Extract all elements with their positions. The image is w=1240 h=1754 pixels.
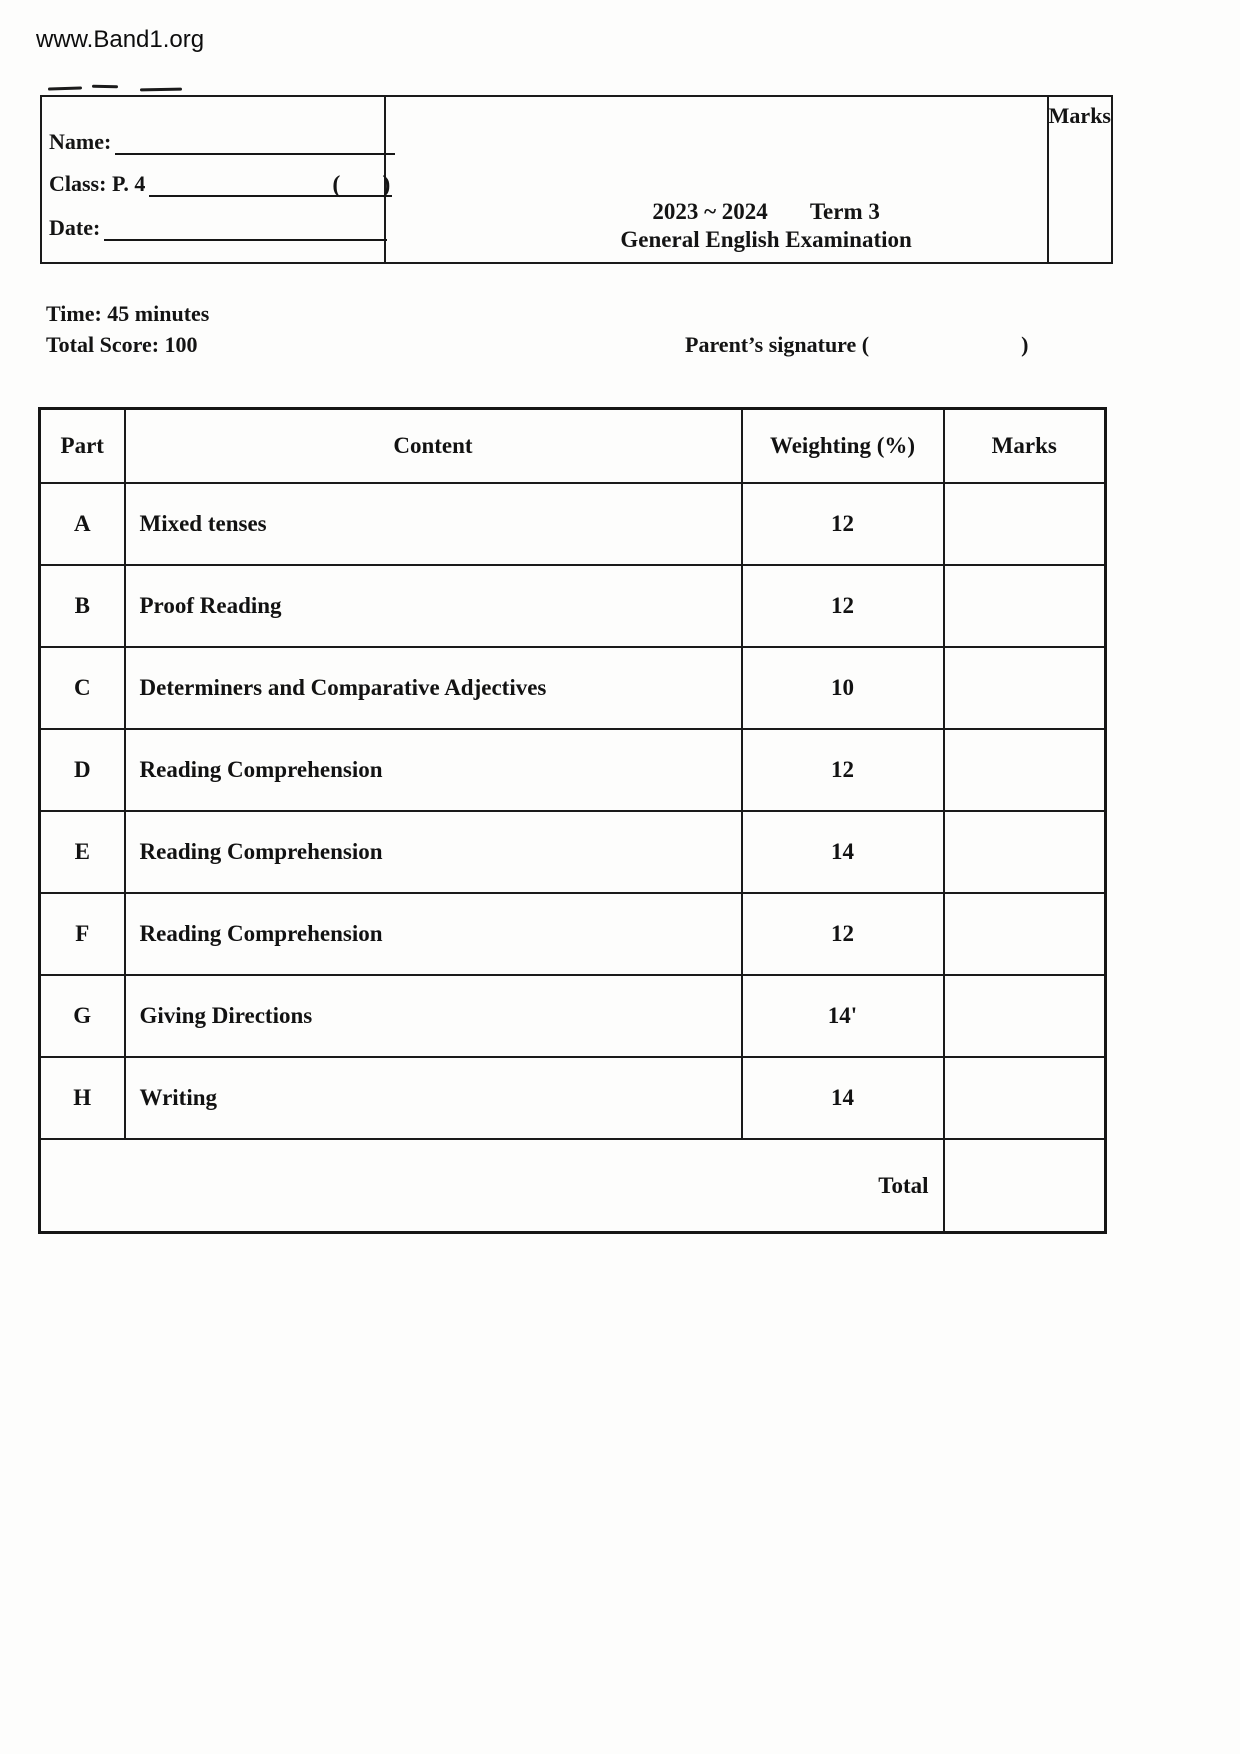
time-allowed-text: Time: 45 minutes xyxy=(46,301,210,326)
marks-cell xyxy=(944,729,1106,811)
scan-artifact-dash xyxy=(92,85,118,88)
table-row xyxy=(40,811,1106,893)
exam-header-box xyxy=(40,95,1113,264)
date-blank-line xyxy=(104,215,387,241)
weighting-cell: 12 xyxy=(742,893,944,975)
part-cell: A xyxy=(40,483,125,565)
table-row xyxy=(40,647,1106,729)
column-header-weighting: Weighting (%) xyxy=(742,409,944,484)
table-row xyxy=(40,729,1106,811)
marks-cell xyxy=(944,811,1106,893)
marks-cell xyxy=(944,647,1106,729)
class-label: Class: P. 4 xyxy=(49,171,146,196)
content-cell: Reading Comprehension xyxy=(125,811,742,893)
marks-cell xyxy=(944,483,1106,565)
name-blank-line xyxy=(115,129,395,155)
exam-year-term-line xyxy=(652,198,880,226)
column-header-content: Content xyxy=(125,409,742,484)
part-cell: G xyxy=(40,975,125,1057)
marks-box xyxy=(1049,97,1111,262)
content-cell: Writing xyxy=(125,1057,742,1139)
part-cell: F xyxy=(40,893,125,975)
date-label: Date: xyxy=(49,215,101,240)
part-cell: D xyxy=(40,729,125,811)
content-cell: Mixed tenses xyxy=(125,483,742,565)
table-row xyxy=(40,1057,1106,1139)
content-cell: Giving Directions xyxy=(125,975,742,1057)
content-cell: Determiners and Comparative Adjectives xyxy=(125,647,742,729)
exam-title: General English Examination xyxy=(620,227,912,252)
total-score-text: Total Score: 100 xyxy=(46,332,198,357)
total-marks-cell xyxy=(944,1139,1106,1233)
class-blank-line xyxy=(149,171,392,197)
exam-term: Term 3 xyxy=(809,199,880,224)
name-label: Name: xyxy=(49,129,112,154)
weighting-cell: 12 xyxy=(742,483,944,565)
scan-artifact-dash xyxy=(140,88,182,92)
marks-cell xyxy=(944,565,1106,647)
total-label-cell: Total xyxy=(40,1139,944,1233)
weighting-table xyxy=(38,407,1107,1234)
marks-box-label: Marks xyxy=(1048,103,1111,128)
column-header-part: Part xyxy=(40,409,125,484)
weighting-cell: 12 xyxy=(742,565,944,647)
content-cell: Reading Comprehension xyxy=(125,893,742,975)
weighting-cell: 14 xyxy=(742,1057,944,1139)
table-row xyxy=(40,975,1106,1057)
part-cell: E xyxy=(40,811,125,893)
scan-artifact-dash xyxy=(48,86,82,90)
parent-signature-close-paren: ) xyxy=(1021,332,1029,357)
exam-year-range: 2023 ~ 2024 xyxy=(652,199,768,224)
student-info-cell xyxy=(42,97,391,262)
part-cell: C xyxy=(40,647,125,729)
table-row xyxy=(40,483,1106,565)
parent-signature-row xyxy=(685,332,1028,358)
total-row xyxy=(40,1139,1106,1233)
date-field-row xyxy=(49,215,387,241)
content-cell: Reading Comprehension xyxy=(125,729,742,811)
weighting-cell: 14 xyxy=(742,811,944,893)
class-field-row xyxy=(49,171,392,197)
weighting-cell: 14' xyxy=(742,975,944,1057)
table-row xyxy=(40,893,1106,975)
table-row xyxy=(40,565,1106,647)
weighting-cell: 10 xyxy=(742,647,944,729)
table-header-row xyxy=(40,409,1106,484)
exam-title-cell xyxy=(386,97,1049,262)
part-cell: H xyxy=(40,1057,125,1139)
weighting-cell: 12 xyxy=(742,729,944,811)
name-field-row xyxy=(49,129,395,155)
site-watermark: www.Band1.org xyxy=(36,26,205,53)
part-cell: B xyxy=(40,565,125,647)
parent-signature-label: Parent’s signature ( xyxy=(685,332,870,357)
class-number-parens: ( ) xyxy=(332,172,391,198)
marks-cell xyxy=(944,975,1106,1057)
marks-cell xyxy=(944,893,1106,975)
marks-cell xyxy=(944,1057,1106,1139)
column-header-marks: Marks xyxy=(944,409,1106,484)
content-cell: Proof Reading xyxy=(125,565,742,647)
